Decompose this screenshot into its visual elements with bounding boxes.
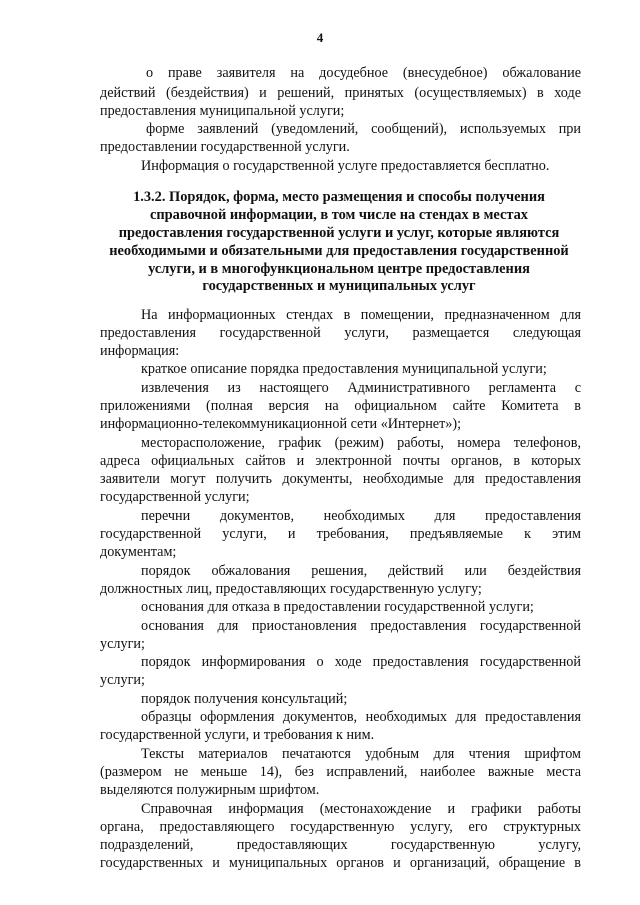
body-line: порядок обжалования решения, действий или бездействия: [141, 563, 581, 579]
body-line: услуги;: [100, 672, 145, 688]
body-line: порядок получения консультаций;: [141, 691, 348, 707]
section-heading-line: услуги, и в многофункциональном центре предоставления: [148, 261, 530, 277]
body-line: подразделений, предоставляющих государственную услугу,: [100, 837, 581, 853]
section-heading-line: государственных и муниципальных услуг: [202, 278, 476, 294]
body-line: адреса официальных сайтов и электронной почты органов, в которых: [100, 453, 581, 469]
body-line: основания для приостановления предоставления государственной: [141, 618, 581, 634]
section-heading-line: необходимыми и обязательными для предоставления государственной: [109, 243, 569, 259]
body-line: документам;: [100, 544, 177, 560]
body-line: краткое описание порядка предоставления муниципальной услуги;: [141, 361, 547, 377]
body-line: государственной услуги;: [100, 489, 250, 505]
body-line: государственной услуги, и требования, предъявляемые к этим: [100, 526, 581, 542]
intro-line: о праве заявителя на досудебное (внесудебное) обжалование: [146, 65, 581, 81]
body-line: На информационных стендах в помещении, предназначенном для: [141, 307, 581, 323]
body-line: перечни документов, необходимых для предоставления: [141, 508, 581, 524]
intro-line: Информация о государственной услуге предоставляется бесплатно.: [141, 158, 550, 174]
body-line: государственной услуги, и требования к ним.: [100, 727, 375, 743]
section-heading-line: предоставления государственной услуги и услуг, которые являются: [118, 225, 560, 241]
body-line: основания для отказа в предоставлении государственной услуги;: [141, 599, 534, 615]
intro-line: действий (бездействия) и решений, принятых (осуществляемых) в ходе: [100, 85, 581, 101]
body-line: образцы оформления документов, необходимых для предоставления: [141, 709, 581, 725]
body-line: заявители могут получить документы, необходимые для предоставления: [100, 471, 581, 487]
intro-line: предоставления муниципальной услуги;: [100, 103, 345, 119]
body-line: порядок информирования о ходе предоставления государственной: [141, 654, 581, 670]
body-line: должностных лиц, предоставляющих государственную услугу;: [100, 581, 482, 597]
intro-line: форме заявлений (уведомлений, сообщений), используемых при: [146, 121, 581, 137]
body-line: Тексты материалов печатаются удобным для чтения шрифтом: [141, 746, 581, 762]
section-heading-line: справочной информации, в том числе на стендах в местах: [149, 207, 529, 223]
body-line: информационно-телекоммуникационной сети «Интернет»);: [100, 416, 462, 432]
body-line: Справочная информация (местонахождение и графики работы: [141, 801, 581, 817]
body-line: информация:: [100, 343, 180, 359]
intro-line: предоставлении государственной услуги.: [100, 139, 350, 155]
section-heading-line: 1.3.2. Порядок, форма, место размещения и способы получения: [133, 189, 545, 205]
body-line: государственных и муниципальных органов и организаций, обращение в: [100, 855, 581, 871]
body-line: извлечения из настоящего Административного регламента с: [141, 380, 581, 396]
body-line: выделяются полужирным шрифтом.: [100, 782, 320, 798]
body-line: (размером не меньше 14), без исправлений, наиболее важные места: [100, 764, 581, 780]
page-number: 4: [316, 30, 324, 45]
body-line: месторасположение, график (режим) работы, номера телефонов,: [141, 435, 581, 451]
body-line: услуги;: [100, 636, 145, 652]
body-line: предоставления государственной услуги, размещается следующая: [100, 325, 581, 341]
body-line: органа, предоставляющего государственную услугу, его структурных: [100, 819, 581, 835]
body-line: приложениями (полная версия на официальном сайте Комитета в: [100, 398, 581, 414]
